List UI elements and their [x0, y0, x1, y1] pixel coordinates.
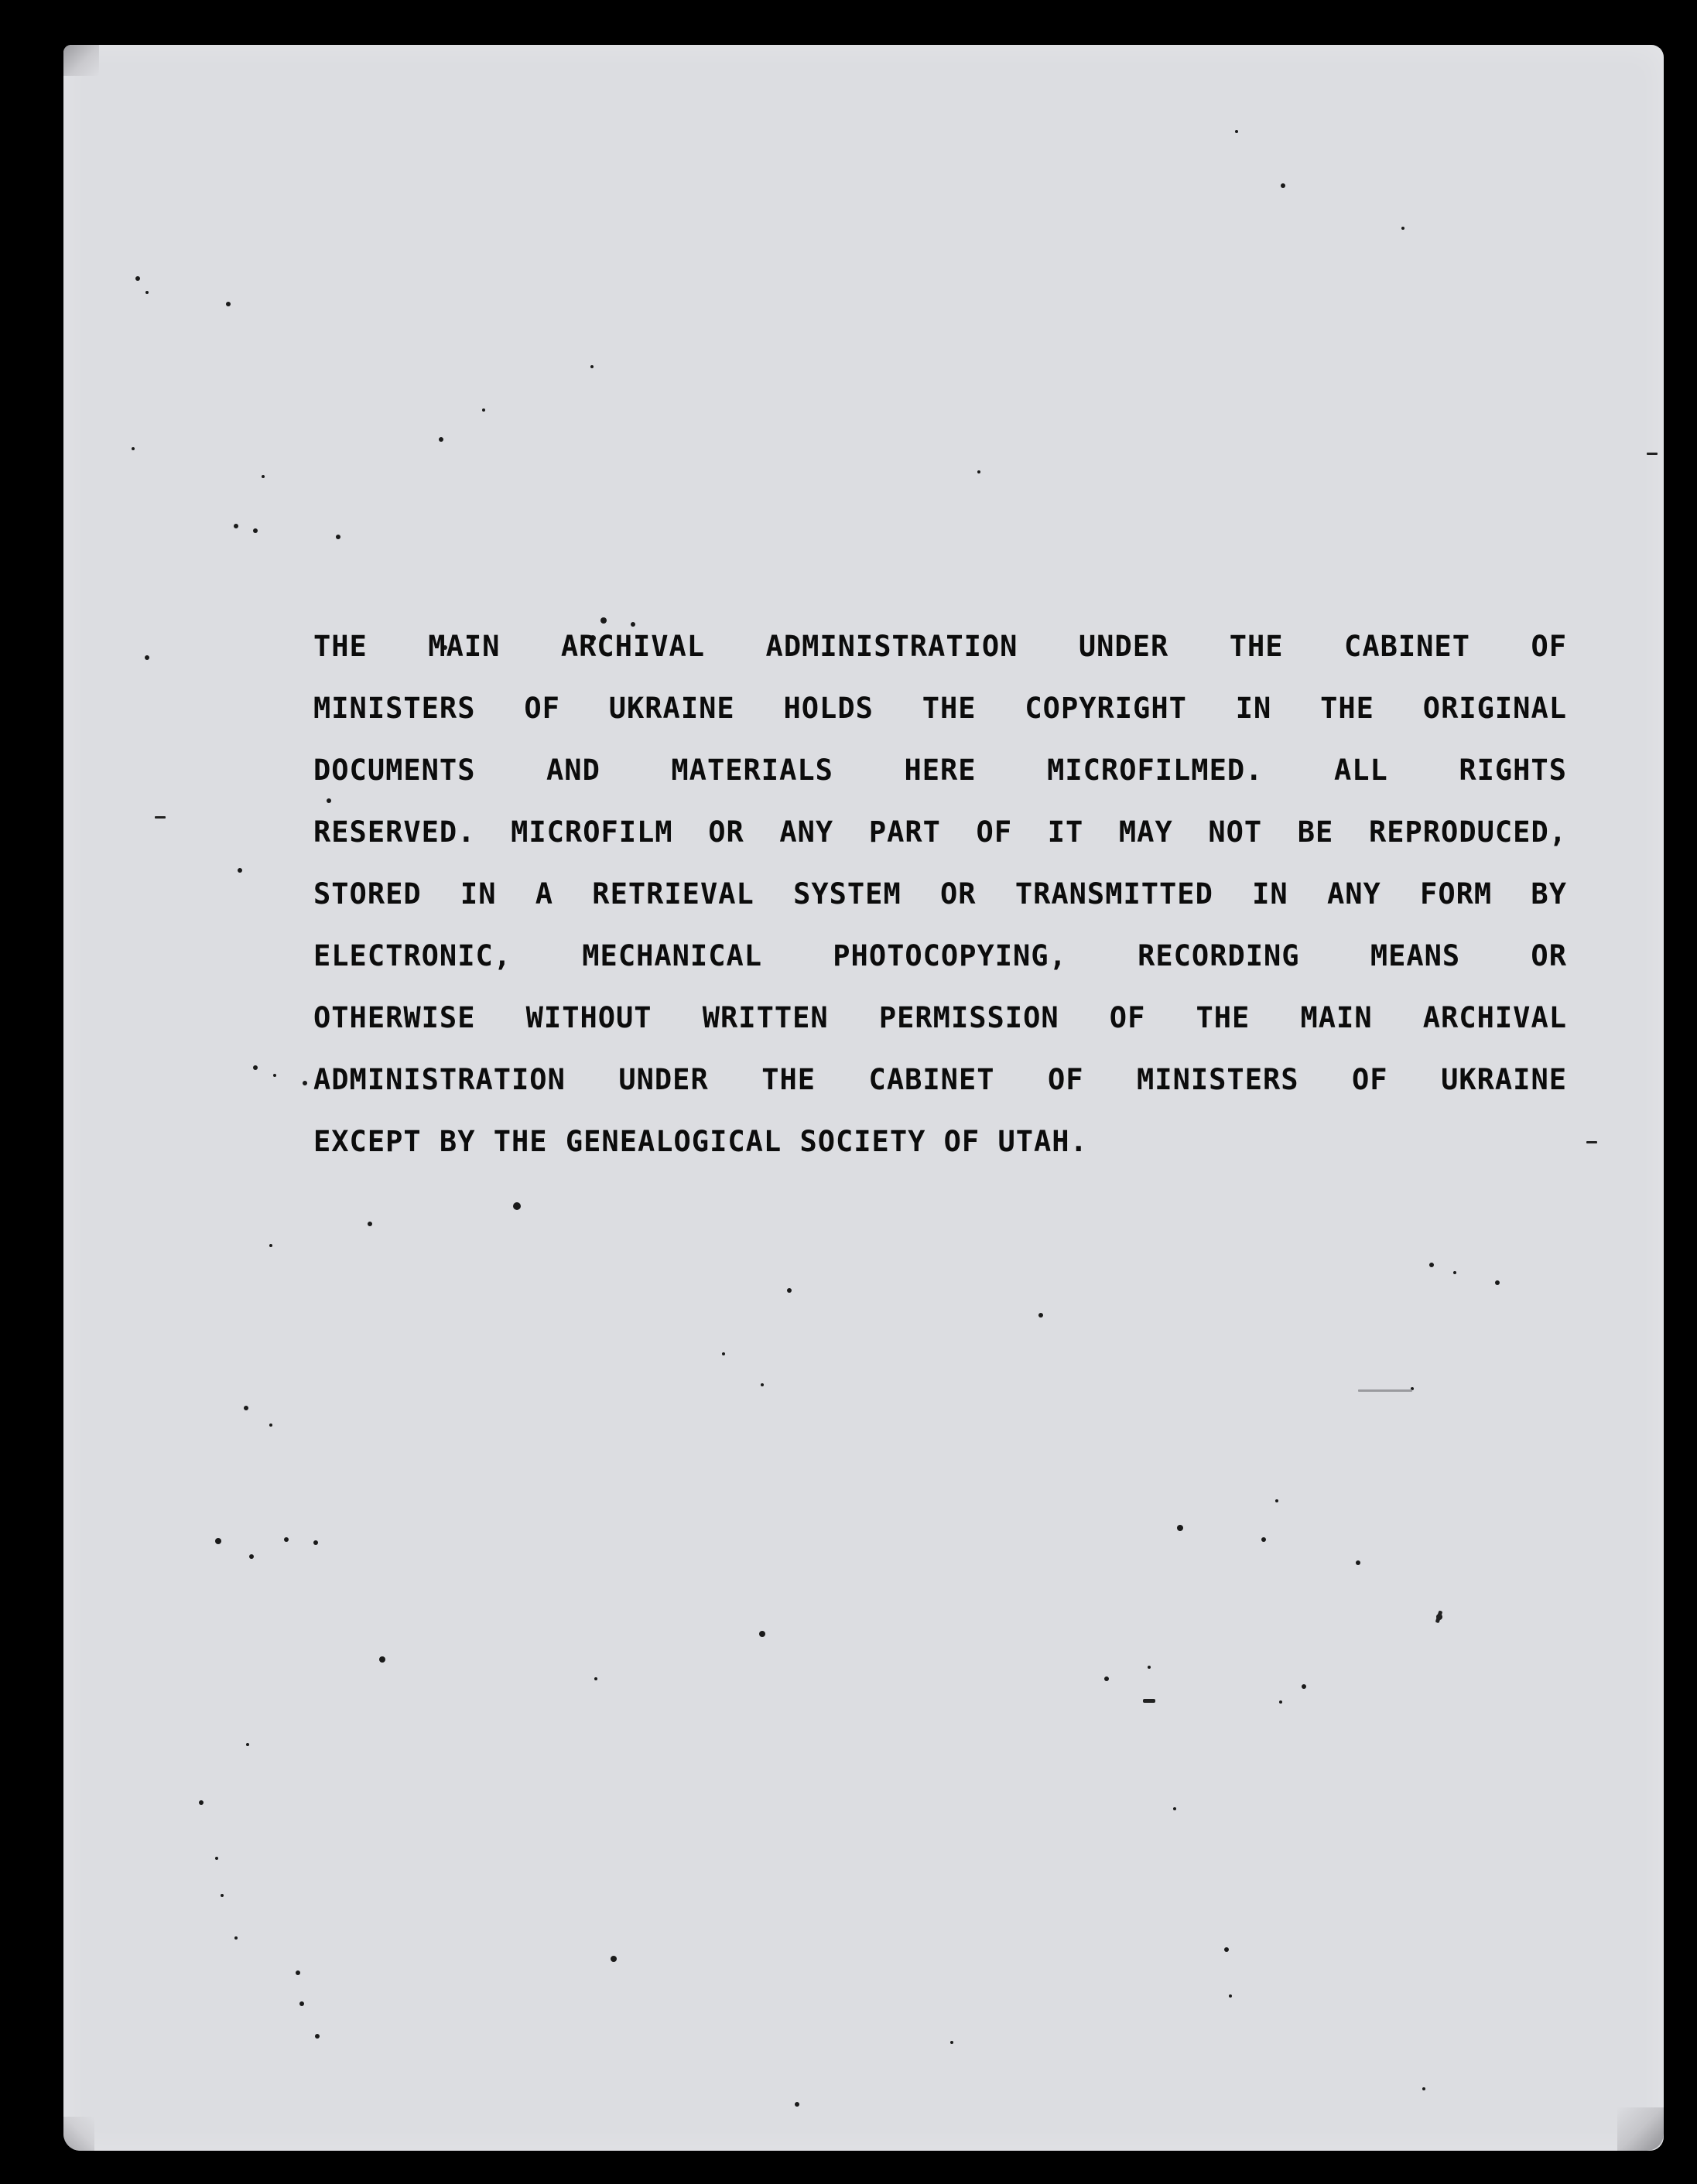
- notice-line-3: DOCUMENTS AND MATERIALS HERE MICROFILMED. ALL RIGHTS: [313, 754, 1567, 787]
- notice-line-8: ADMINISTRATION UNDER THE CABINET OF MINISTERS OF UKRAINE: [313, 1063, 1567, 1096]
- notice-line-4: RESERVED. MICROFILM OR ANY PART OF IT MAY NOT BE REPRODUCED,: [313, 815, 1567, 849]
- copyright-notice: [313, 616, 1567, 1173]
- notice-line-1: THE MAIN ARCHIVAL ADMINISTRATION UNDER THE CABINET OF: [313, 630, 1567, 663]
- notice-line-6: ELECTRONIC, MECHANICAL PHOTOCOPYING, RECORDING MEANS OR: [313, 939, 1567, 972]
- notice-line-9: EXCEPT BY THE GENEALOGICAL SOCIETY OF UTAH.: [313, 1125, 1088, 1158]
- notice-line-2: MINISTERS OF UKRAINE HOLDS THE COPYRIGHT IN THE ORIGINAL: [313, 692, 1567, 725]
- notice-line-7: OTHERWISE WITHOUT WRITTEN PERMISSION OF THE MAIN ARCHIVAL: [313, 1001, 1567, 1034]
- notice-line-5: STORED IN A RETRIEVAL SYSTEM OR TRANSMITTED IN ANY FORM BY: [313, 877, 1567, 911]
